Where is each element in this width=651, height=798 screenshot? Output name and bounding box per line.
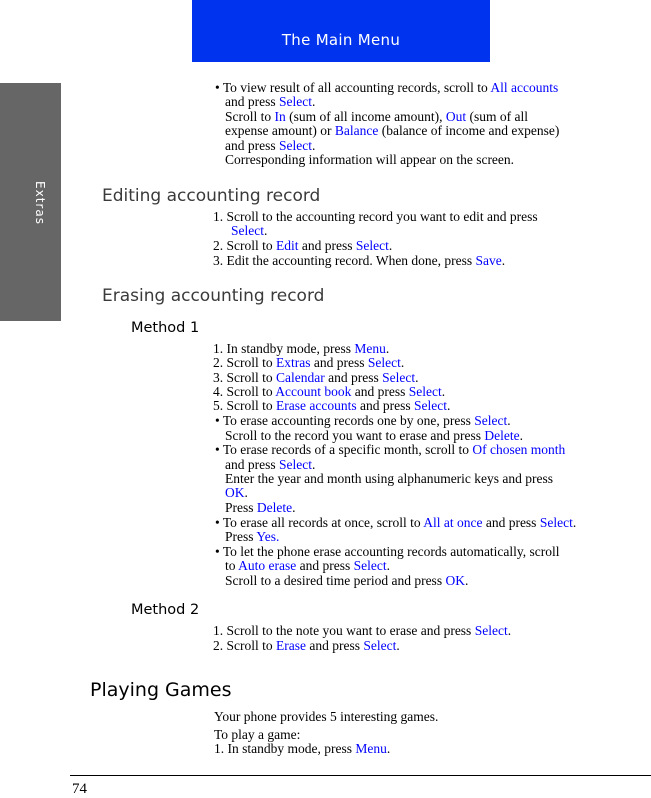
- games-heading: Playing Games: [90, 679, 232, 701]
- method-1-heading: Method 1: [131, 320, 200, 336]
- erasing-heading: Erasing accounting record: [102, 286, 325, 306]
- erase-step: 1. Scroll to the note you want to erase and press Select.: [213, 623, 512, 638]
- editing-step: 1. Scroll to the accounting record you want to edit and press: [213, 209, 538, 224]
- view-line: and press Select.: [225, 94, 316, 109]
- erase-bullet-line: Press Delete.: [225, 500, 296, 515]
- erase-bullet: • To erase records of a specific month, scroll to Of chosen month: [215, 442, 566, 457]
- editing-step: 2. Scroll to Edit and press Select.: [213, 238, 393, 253]
- view-line: and press Select.: [225, 138, 316, 153]
- erase-bullet-line: and press Select.: [225, 457, 316, 472]
- header-title: The Main Menu: [281, 31, 401, 49]
- erase-bullet: • To let the phone erase accounting records automatically, scroll: [215, 544, 560, 559]
- erase-bullet-line: OK.: [225, 485, 248, 500]
- games-paragraph: Your phone provides 5 interesting games.: [214, 709, 439, 724]
- view-line: expense amount) or Balance (balance of income and expense): [225, 123, 560, 138]
- method-2-heading: Method 2: [131, 602, 200, 618]
- games-step: 1. In standby mode, press Menu.: [214, 741, 391, 756]
- erase-step: 4. Scroll to Account book and press Select.: [213, 384, 446, 399]
- side-tab: [0, 83, 61, 321]
- erase-bullet-line: Press Yes.: [225, 529, 280, 544]
- footer-rule: [70, 775, 651, 776]
- view-line: • To view result of all accounting records, scroll to All accounts: [215, 80, 559, 95]
- erase-step: 2. Scroll to Extras and press Select.: [213, 355, 405, 370]
- erase-bullet: • To erase accounting records one by one, press Select.: [215, 413, 511, 428]
- page-number: 74: [72, 781, 87, 797]
- erase-step: 2. Scroll to Erase and press Select.: [213, 638, 400, 653]
- view-line: Corresponding information will appear on the screen.: [225, 152, 515, 167]
- editing-heading: Editing accounting record: [102, 186, 321, 206]
- erase-bullet-line: to Auto erase and press Select.: [225, 558, 390, 573]
- view-line: Scroll to In (sum of all income amount), Out (sum of all: [225, 109, 528, 124]
- side-tab-label: Extras: [33, 181, 47, 225]
- erase-step: 3. Scroll to Calendar and press Select.: [213, 370, 419, 385]
- erase-step: 1. In standby mode, press Menu.: [213, 341, 390, 356]
- editing-step: Select.: [231, 223, 268, 238]
- erase-bullet-line: Enter the year and month using alphanumeric keys and press: [225, 471, 554, 486]
- erase-bullet-line: Scroll to a desired time period and press OK.: [225, 573, 469, 588]
- erase-bullet-line: Scroll to the record you want to erase and press Delete.: [225, 428, 524, 443]
- editing-step: 3. Edit the accounting record. When done, press Save.: [213, 253, 506, 268]
- erase-bullet: • To erase all records at once, scroll to All at once and press Select.: [215, 515, 577, 530]
- games-paragraph: To play a game:: [214, 727, 301, 742]
- erase-step: 5. Scroll to Erase accounts and press Select.: [213, 398, 451, 413]
